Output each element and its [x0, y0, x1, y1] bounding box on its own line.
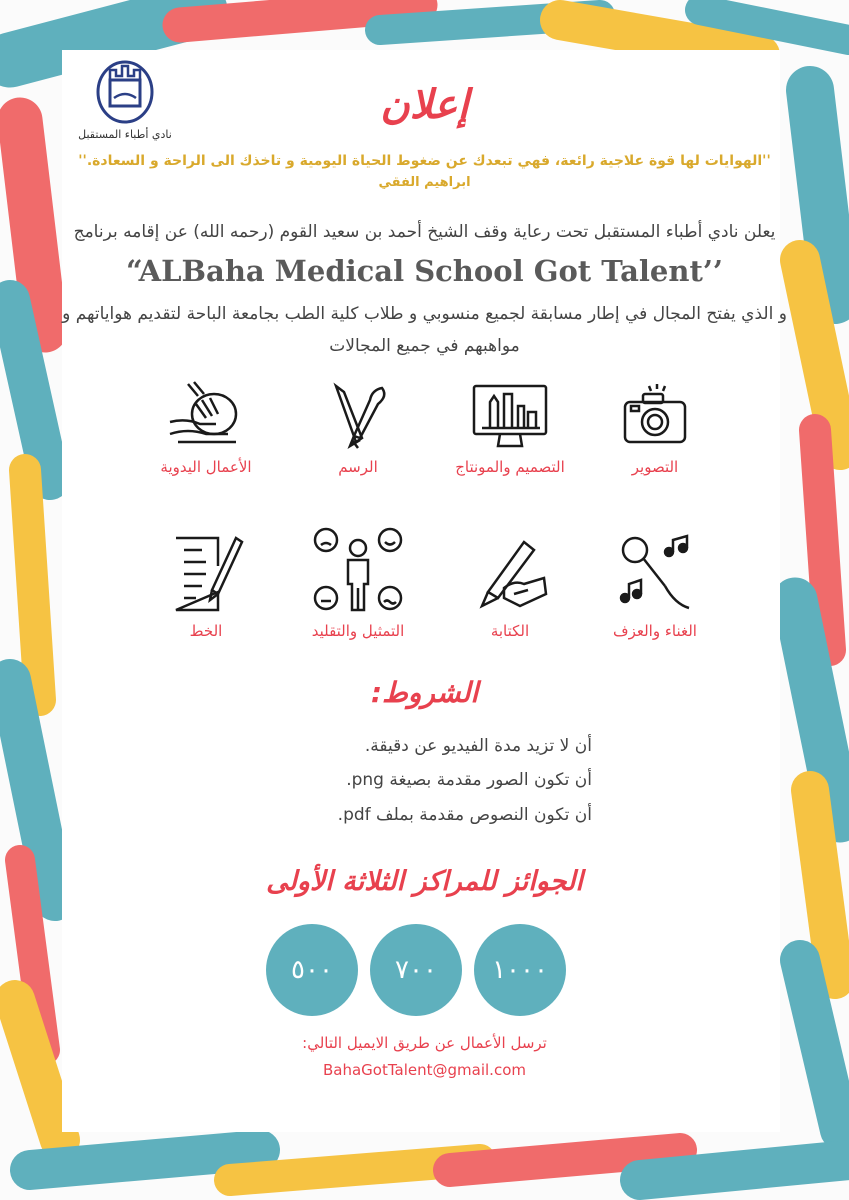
category-label: الخط: [189, 622, 223, 640]
prize-third-circle: ٥٠٠: [266, 924, 358, 1016]
prize-first-circle: ١٠٠٠: [474, 924, 566, 1016]
paint-brushes-icon: [322, 380, 394, 452]
condition-item: أن تكون الصور مقدمة بصيغة png.: [346, 770, 592, 790]
description-line-1: و الذي يفتح المجال في إطار مسابقة لجميع منسوبي و طلاب كلية الطب بجامعة الباحة لتقديم هواياتهم و: [62, 304, 787, 324]
page-title: إعلان: [380, 82, 469, 128]
category-acting: [288, 526, 428, 640]
pottery-hands-icon: [166, 378, 246, 452]
category-label: الأعمال اليدوية: [160, 458, 252, 476]
prize-second-circle: ٧٠٠: [370, 924, 462, 1016]
category-label: التمثيل والتقليد: [311, 622, 405, 640]
category-singing: [585, 532, 725, 640]
category-label: الغناء والعزف: [613, 622, 697, 640]
prizes-title: الجوائز للمراكز الثلاثة الأولى: [266, 866, 583, 897]
contact-email[interactable]: BahaGotTalent@gmail.com: [323, 1061, 526, 1079]
acting-faces-icon: [310, 526, 406, 616]
category-label: التصوير: [631, 458, 679, 476]
intro-text: يعلن نادي أطباء المستقبل تحت رعاية وقف الشيخ أحمد بن سعيد القوم (رحمه الله) عن إقامه برنامج: [73, 222, 776, 242]
calligraphy-pen-icon: [166, 532, 246, 616]
conditions-title: الشروط:: [370, 676, 479, 709]
category-photography: [585, 380, 725, 476]
microphone-music-icon: [615, 532, 695, 616]
category-label: الكتابة: [490, 622, 530, 640]
condition-item: أن لا تزيد مدة الفيديو عن دقيقة.: [364, 736, 592, 756]
design-monitor-icon: [470, 380, 550, 452]
writing-hand-icon: [468, 532, 552, 616]
category-drawing: [288, 380, 428, 476]
category-calligraphy: [136, 532, 276, 640]
quote-text: ''الهوايات لها قوة علاجية رائعة، فهي تبعدك عن ضغوط الحياة اليومية و تاخذك الى الراحة و السعادة.'': [78, 153, 771, 169]
program-name: “ALBaha Medical School Got Talent’’: [125, 254, 724, 288]
logo-caption: نادي أطباء المستقبل: [78, 128, 172, 141]
camera-icon: [619, 380, 691, 452]
condition-item: أن تكون النصوص مقدمة بملف pdf.: [337, 805, 592, 825]
category-label: الرسم: [338, 458, 378, 476]
quote-author: ابراهيم الفقي: [378, 175, 471, 190]
category-handcrafts: [136, 378, 276, 476]
category-label: التصميم والمونتاج: [455, 458, 565, 476]
send-instructions: ترسل الأعمال عن طريق الايميل التالي:: [302, 1034, 547, 1052]
category-writing: [440, 532, 580, 640]
category-design: [440, 380, 580, 476]
description-line-2: مواهبهم في جميع المجالات: [329, 336, 520, 356]
